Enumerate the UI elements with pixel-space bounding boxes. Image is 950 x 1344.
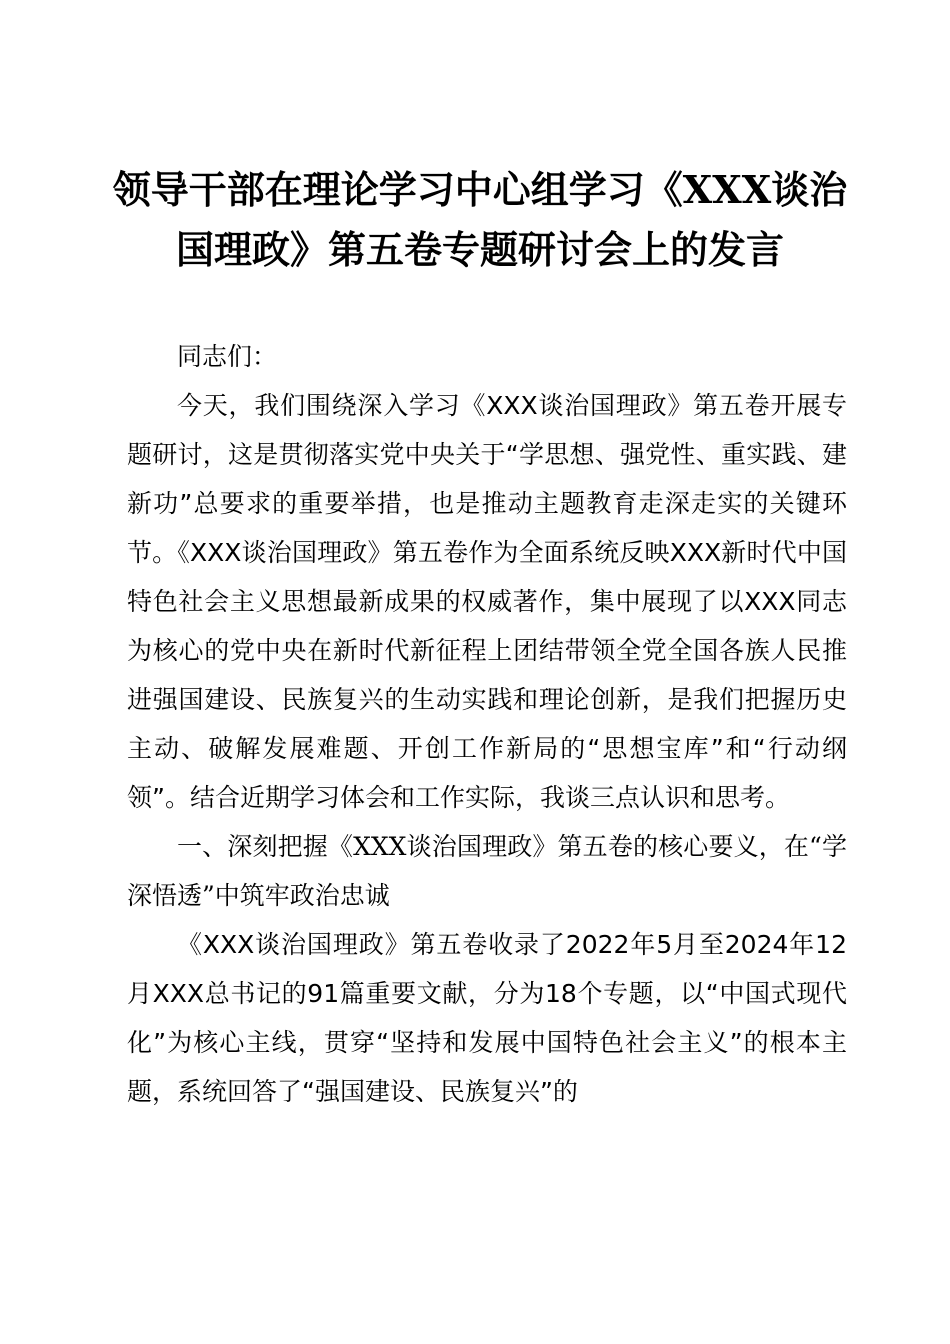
section-heading-1: 一、深刻把握《XXX谈治国理政》第五卷的核心要义，在“学深悟透”中筑牢政治忠诚: [127, 832, 847, 910]
intro-paragraph: 今天，我们围绕深入学习《XXX谈治国理政》第五卷开展专题研讨，这是贯彻落实党中央关于“学思想、强党性、重实践、建新功”总要求的重要举措，也是推动主题教育走深走实的关键环节。《XXX谈治国理政》第五卷作为全面系统反映XXX新时代中国特色社会主义思想最新成果的权威著作，集中展现了以XXX同志为核心的党中央在新时代新征程上团结带领全党全国各族人民推进强国建设、民族复兴的生动实践和理论创新，是我们把握历史主动、破解发展难题、开创工作新局的“思想宝库”和“行动纲领”。结合近期学习体会和工作实际，我谈三点认识和思考。: [127, 391, 847, 812]
section-paragraph-1: 《XXX谈治国理政》第五卷收录了2022年5月至2024年12月XXX总书记的91篇重要文献，分为18个专题，以“中国式现代化”为核心主线，贯穿“坚持和发展中国特色社会主义”的根本主题，系统回答了“强国建设、民族复兴”的: [127, 930, 847, 1106]
document-body: [127, 332, 847, 1116]
salutation: 同志们：: [177, 342, 278, 371]
document-title: 领导干部在理论学习中心组学习《XXX谈治国理政》第五卷专题研讨会上的发言: [112, 167, 848, 272]
